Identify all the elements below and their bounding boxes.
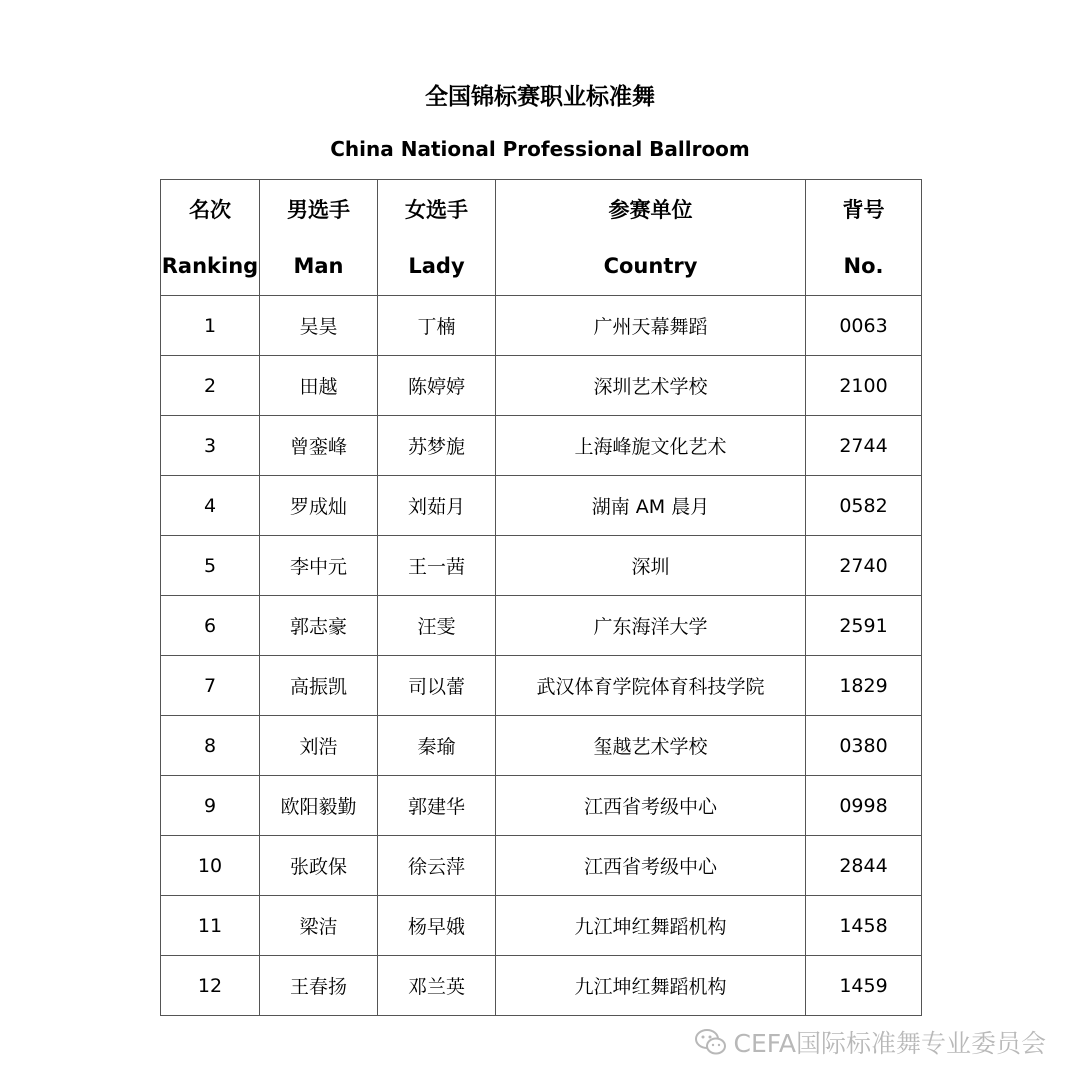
- cell-ranking: 9: [161, 776, 260, 836]
- cell-man: 郭志豪: [260, 596, 378, 656]
- cell-man: 梁洁: [260, 896, 378, 956]
- table-row: [161, 776, 922, 836]
- wechat-icon: [694, 1027, 728, 1057]
- table-row: [161, 656, 922, 716]
- cell-country: 九江坤红舞蹈机构: [496, 956, 806, 1016]
- cell-man: 李中元: [260, 536, 378, 596]
- table-row: [161, 416, 922, 476]
- cell-lady: 陈婷婷: [378, 356, 496, 416]
- cell-man: 王春扬: [260, 956, 378, 1016]
- cell-country: 广东海洋大学: [496, 596, 806, 656]
- cell-number: 0063: [806, 296, 922, 356]
- cell-number: 2591: [806, 596, 922, 656]
- cell-man: 张政保: [260, 836, 378, 896]
- cell-ranking: 8: [161, 716, 260, 776]
- header-number: 背号 No.: [806, 180, 922, 296]
- table-row: [161, 836, 922, 896]
- cell-number: 0582: [806, 476, 922, 536]
- cell-lady: 徐云萍: [378, 836, 496, 896]
- results-table: [160, 179, 922, 1016]
- cell-man: 罗成灿: [260, 476, 378, 536]
- cell-lady: 郭建华: [378, 776, 496, 836]
- cell-man: 田越: [260, 356, 378, 416]
- cell-ranking: 12: [161, 956, 260, 1016]
- cell-ranking: 6: [161, 596, 260, 656]
- cell-ranking: 2: [161, 356, 260, 416]
- cell-number: 1829: [806, 656, 922, 716]
- cell-man: 刘浩: [260, 716, 378, 776]
- cell-ranking: 7: [161, 656, 260, 716]
- table-row: [161, 956, 922, 1016]
- cell-lady: 司以蕾: [378, 656, 496, 716]
- cell-ranking: 5: [161, 536, 260, 596]
- table-row: [161, 596, 922, 656]
- cell-lady: 苏梦旎: [378, 416, 496, 476]
- cell-man: 欧阳毅勤: [260, 776, 378, 836]
- cell-lady: 邓兰英: [378, 956, 496, 1016]
- document-title: 全国锦标赛职业标准舞: [425, 84, 655, 110]
- header-man: 男选手 Man: [260, 180, 378, 296]
- cell-number: 0380: [806, 716, 922, 776]
- cell-number: 2744: [806, 416, 922, 476]
- watermark-text: CEFA国际标准舞专业委员会: [733, 1029, 1046, 1058]
- watermark: [694, 1024, 1046, 1060]
- cell-ranking: 3: [161, 416, 260, 476]
- cell-country: 武汉体育学院体育科技学院: [496, 656, 806, 716]
- cell-number: 1458: [806, 896, 922, 956]
- cell-number: 1459: [806, 956, 922, 1016]
- cell-country: 湖南 AM 晨月: [496, 476, 806, 536]
- cell-number: 2740: [806, 536, 922, 596]
- table-row: [161, 356, 922, 416]
- cell-ranking: 1: [161, 296, 260, 356]
- document-subtitle: China National Professional Ballroom: [330, 137, 750, 161]
- header-row: [161, 180, 922, 296]
- header-country: 参赛单位 Country: [496, 180, 806, 296]
- cell-ranking: 11: [161, 896, 260, 956]
- cell-lady: 杨早娥: [378, 896, 496, 956]
- cell-lady: 丁楠: [378, 296, 496, 356]
- cell-ranking: 10: [161, 836, 260, 896]
- cell-country: 九江坤红舞蹈机构: [496, 896, 806, 956]
- cell-man: 曾銮峰: [260, 416, 378, 476]
- table-row: [161, 296, 922, 356]
- cell-lady: 刘茹月: [378, 476, 496, 536]
- cell-country: 深圳艺术学校: [496, 356, 806, 416]
- cell-country: 广州天幕舞蹈: [496, 296, 806, 356]
- cell-number: 0998: [806, 776, 922, 836]
- cell-man: 高振凯: [260, 656, 378, 716]
- table-row: [161, 716, 922, 776]
- table-row: [161, 476, 922, 536]
- table-row: [161, 536, 922, 596]
- cell-country: 上海峰旎文化艺术: [496, 416, 806, 476]
- header-ranking: 名次 Ranking: [161, 180, 260, 296]
- cell-country: 玺越艺术学校: [496, 716, 806, 776]
- cell-lady: 王一茜: [378, 536, 496, 596]
- table-row: [161, 896, 922, 956]
- header-lady: 女选手 Lady: [378, 180, 496, 296]
- cell-lady: 汪雯: [378, 596, 496, 656]
- cell-country: 江西省考级中心: [496, 836, 806, 896]
- cell-ranking: 4: [161, 476, 260, 536]
- cell-country: 江西省考级中心: [496, 776, 806, 836]
- cell-number: 2100: [806, 356, 922, 416]
- cell-country: 深圳: [496, 536, 806, 596]
- cell-number: 2844: [806, 836, 922, 896]
- cell-lady: 秦瑜: [378, 716, 496, 776]
- cell-man: 吴昊: [260, 296, 378, 356]
